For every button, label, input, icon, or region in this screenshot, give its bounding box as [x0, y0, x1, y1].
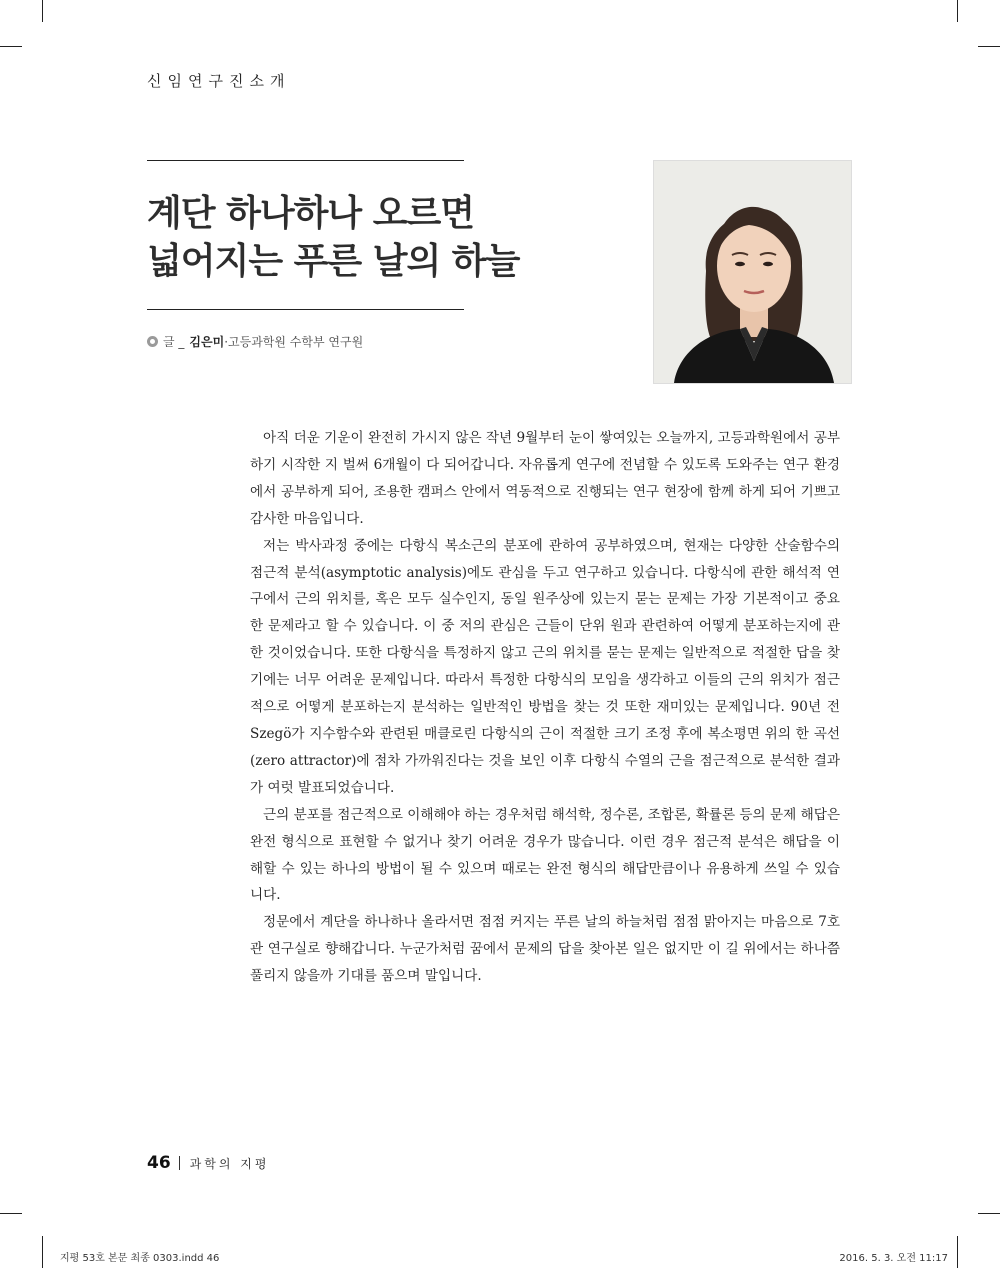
crop-mark-top-left-h	[0, 46, 22, 47]
paragraph-3: 근의 분포를 점근적으로 이해해야 하는 경우처럼 해석학, 정수론, 조합론, 확률론 등의 문제 해답은 완전 형식으로 표현할 수 없거나 찾기 어려운 경우가 많습니다. 이런 경우 점근적 분석은 해답을 이해할 수 있는 하나의 방법이 될 수 있으며 때로는 완전 형식의 해답만큼이나 유용하게 쓰일 수 있습니다.	[250, 806, 840, 904]
paragraph-4: 정문에서 계단을 하나하나 올라서면 점점 커지는 푸른 날의 하늘처럼 점점 맑아지는 마음으로 7호관 연구실로 향해갑니다. 누군가처럼 꿈에서 문제의 답을 찾아본 일은 없지만 이 길 위에서는 하나쯤 풀리지 않을까 기대를 품으며 말입니다.	[250, 914, 840, 985]
byline-prefix: 글 _	[163, 335, 185, 349]
crop-mark-bottom-left-v	[42, 1236, 43, 1268]
byline-author: 김은미	[189, 335, 225, 349]
crop-mark-top-left-v	[42, 0, 43, 22]
crop-mark-bottom-left-h	[0, 1213, 22, 1214]
crop-mark-bottom-right-v	[957, 1236, 958, 1268]
article-body	[250, 425, 840, 990]
bullet-icon	[147, 336, 158, 347]
paragraph-2: 저는 박사과정 중에는 다항식 복소근의 분포에 관하여 공부하였으며, 현재는 다양한 산술함수의 점근적 분석(asymptotic analysis)에도 관심을 두고 연구하고 있습니다. 다항식에 관한 해석적 연구에서 근의 위치를, 혹은 모두 실수인지, 동일 원주상에 있는지 묻는 문제는 가장 기본적이고 중요한 문제라고 할 수 있습니다. 이 중 저의 관심은 근들이 단위 원과 관련하여 어떻게 분포하는지에 관한 것이었습니다. 또한 다항식을 특정하지 않고 근의 위치를 묻는 문제는 일반적으로 적절한 답을 찾기에는 너무 어려운 문제입니다. 따라서 특정한 다항식의 모임을 생각하고 이들의 근의 위치가 점근적으로 어떻게 분포하는지 분석하는 일반적인 방법을 찾는 것 또한 재미있는 문제입니다. 90년 전 Szegö가 지수함수와 관련된 매클로린 다항식의 근이 적절한 크기 조정 후에 복소평면 위의 한 곡선(zero attractor)에 점차 가까워진다는 것을 보인 이후 다항식 수열의 근을 점근적으로 분석한 결과가 여럿 발표되었습니다.	[250, 537, 840, 796]
article-title	[147, 190, 519, 286]
crop-mark-bottom-right-h	[978, 1213, 1000, 1214]
author-photo	[653, 160, 852, 384]
page-number: 46	[147, 1153, 171, 1173]
title-rule-top	[147, 160, 464, 161]
title-rule-bottom	[147, 309, 464, 310]
print-slug-timestamp: 2016. 5. 3. 오전 11:17	[839, 1253, 948, 1264]
byline	[147, 333, 363, 350]
author-portrait-image	[654, 161, 851, 383]
crop-mark-top-right-v	[957, 0, 958, 22]
section-label: 신임연구진소개	[147, 72, 291, 90]
title-line-2: 넓어지는 푸른 날의 하늘	[147, 241, 520, 282]
byline-affiliation: ·고등과학원 수학부 연구원	[224, 335, 364, 349]
print-slug-file: 지평 53호 본문 최종 0303.indd 46	[60, 1253, 220, 1264]
title-line-1: 계단 하나하나 오르면	[147, 193, 475, 234]
footer-divider	[179, 1156, 180, 1170]
publication-name: 과학의 지평	[189, 1156, 270, 1171]
crop-mark-top-right-h	[978, 46, 1000, 47]
page-footer	[147, 1153, 269, 1173]
paragraph-1: 아직 더운 기운이 완전히 가시지 않은 작년 9월부터 눈이 쌓여있는 오늘까지, 고등과학원에서 공부하기 시작한 지 벌써 6개월이 다 되어갑니다. 자유롭게 연구에 전념할 수 있도록 도와주는 연구 환경에서 공부하게 되어, 조용한 캠퍼스 안에서 역동적으로 진행되는 연구 현장에 함께 하게 되어 기쁘고 감사한 마음입니다.	[250, 430, 840, 527]
